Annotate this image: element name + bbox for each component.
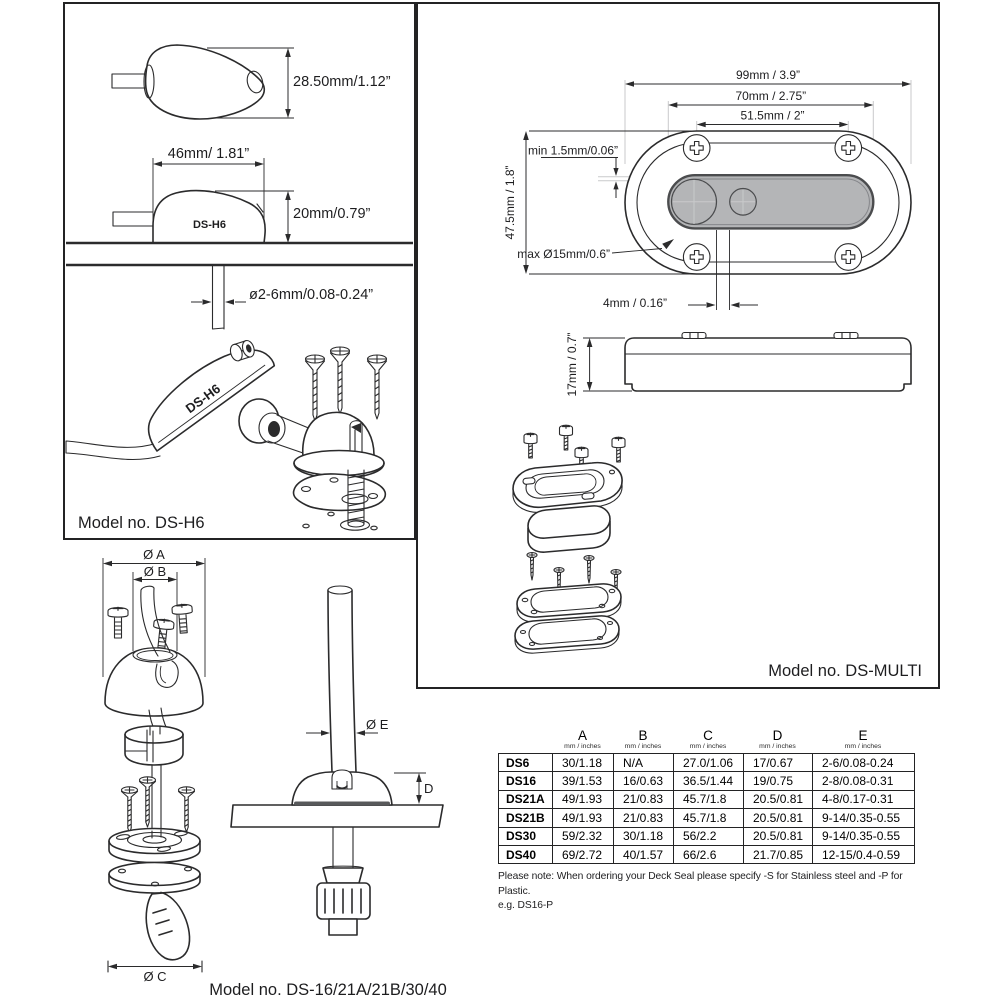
ds-series-caption: Model no. DS-16/21A/21B/30/40 <box>209 981 447 999</box>
table-row: DS6 30/1.18 N/A 27.0/1.06 17/0.67 2-6/0.08-0.24 <box>499 754 915 772</box>
dim-17mm: 17mm / 0.7” <box>565 332 579 397</box>
dim-dia-a: Ø A <box>143 547 165 562</box>
diagram-ds-series <box>60 545 450 1000</box>
dsh6-dim-height-top: 28.50mm/1.12” <box>293 74 391 90</box>
col-b-unit: mm / inches <box>624 743 662 750</box>
dsh6-device-label: DS-H6 <box>192 219 227 231</box>
col-e-unit: mm / inches <box>844 743 882 750</box>
dsmulti-rubber-seal <box>528 506 610 552</box>
ds-top-flange <box>109 829 200 863</box>
dim-99mm: 99mm / 3.9” <box>735 68 801 82</box>
dsmulti-exploded-view <box>513 425 625 653</box>
dim-d: D <box>424 781 434 796</box>
ds-cable-connector <box>146 893 189 960</box>
dim-dia-c: Ø C <box>143 969 167 984</box>
table-row: DS21B 49/1.93 21/0.83 45.7/1.8 20.5/0.81 9-14/0.35-0.55 <box>499 809 915 827</box>
dsh6-cable-section <box>66 265 413 329</box>
dsh6-swivel-base <box>239 399 385 530</box>
dsmulti-screw-bl <box>683 244 710 271</box>
dsmulti-caption: Model no. DS-MULTI <box>768 662 922 680</box>
dsh6-side-view <box>66 146 413 243</box>
dsmulti-bottom-gasket <box>515 616 619 653</box>
dim-min-edge: min 1.5mm/0.06” <box>527 143 618 158</box>
table-row: DS21A 49/1.93 21/0.83 45.7/1.8 20.5/0.81 4-8/0.17-0.31 <box>499 790 915 808</box>
col-c-unit: mm / inches <box>689 743 727 750</box>
col-d: D <box>772 728 783 743</box>
dsmulti-screw-tr <box>835 135 862 162</box>
col-a: A <box>577 728 587 743</box>
table-row: DS30 59/2.32 30/1.18 56/2.2 20.5/0.81 9-14/0.35-0.55 <box>499 827 915 845</box>
dsh6-exploded-view <box>66 330 387 530</box>
dim-dia-b: Ø B <box>143 564 167 579</box>
dsh6-caption: Model no. DS-H6 <box>78 514 205 532</box>
dim-47-5mm: 47.5mm / 1.8” <box>503 165 517 240</box>
dsh6-device-label-exploded: DS-H6 <box>182 380 224 417</box>
dim-4mm: 4mm / 0.16” <box>603 296 668 310</box>
table-row: DS40 69/2.72 40/1.57 66/2.6 21.7/0.85 12-15/0.4-0.59 <box>499 845 915 863</box>
col-e: E <box>858 728 868 743</box>
dim-dia-e: Ø E <box>366 717 389 732</box>
dsmulti-plate-top-view <box>625 131 911 274</box>
ds-bottom-disc <box>109 863 200 894</box>
ds-dome-assembly <box>103 547 205 984</box>
ds-pipe-section <box>231 586 443 935</box>
dsmulti-screw-tl <box>683 135 710 162</box>
dsh6-screws <box>306 347 387 421</box>
spec-table <box>498 726 914 914</box>
ds-clamp-ring <box>125 726 183 765</box>
spec-table-grid <box>498 753 915 864</box>
col-a-unit: mm / inches <box>564 743 601 750</box>
dsh6-dim-width: 46mm/ 1.81” <box>167 146 250 162</box>
dsh6-dim-height-side: 20mm/0.79” <box>293 206 371 222</box>
ds-compression-nut <box>317 866 370 935</box>
panel-dsmulti <box>416 2 940 689</box>
col-b: B <box>638 728 648 743</box>
table-row: DS16 39/1.53 16/0.63 36.5/1.44 19/0.75 2-8/0.08-0.31 <box>499 772 915 790</box>
col-d-unit: mm / inches <box>759 743 796 750</box>
dim-max-hole: max Ø15mm/0.6” <box>517 247 610 261</box>
col-c: C <box>703 728 713 743</box>
spec-table-header <box>498 726 914 753</box>
ordering-note-line1: Please note: When ordering your Deck Seal please specify -S for Stainless steel and -P for Plastic. <box>498 871 903 897</box>
dsmulti-screw-br <box>835 244 862 271</box>
ds-seal-strip <box>294 802 390 806</box>
dsh6-top-view <box>112 45 391 119</box>
ordering-note <box>498 870 914 914</box>
dsh6-dim-cable: ø2-6mm/0.08-0.24” <box>249 287 374 303</box>
dim-51-5mm: 51.5mm / 2” <box>740 108 805 123</box>
dsmulti-top-cover <box>513 463 622 513</box>
dim-70mm: 70mm / 2.75” <box>735 89 807 103</box>
dsmulti-side-view <box>565 332 911 396</box>
ds-countersunk-screws <box>122 777 195 833</box>
ordering-note-line2: e.g. DS16-P <box>498 900 553 912</box>
panel-dsh6 <box>63 2 416 540</box>
